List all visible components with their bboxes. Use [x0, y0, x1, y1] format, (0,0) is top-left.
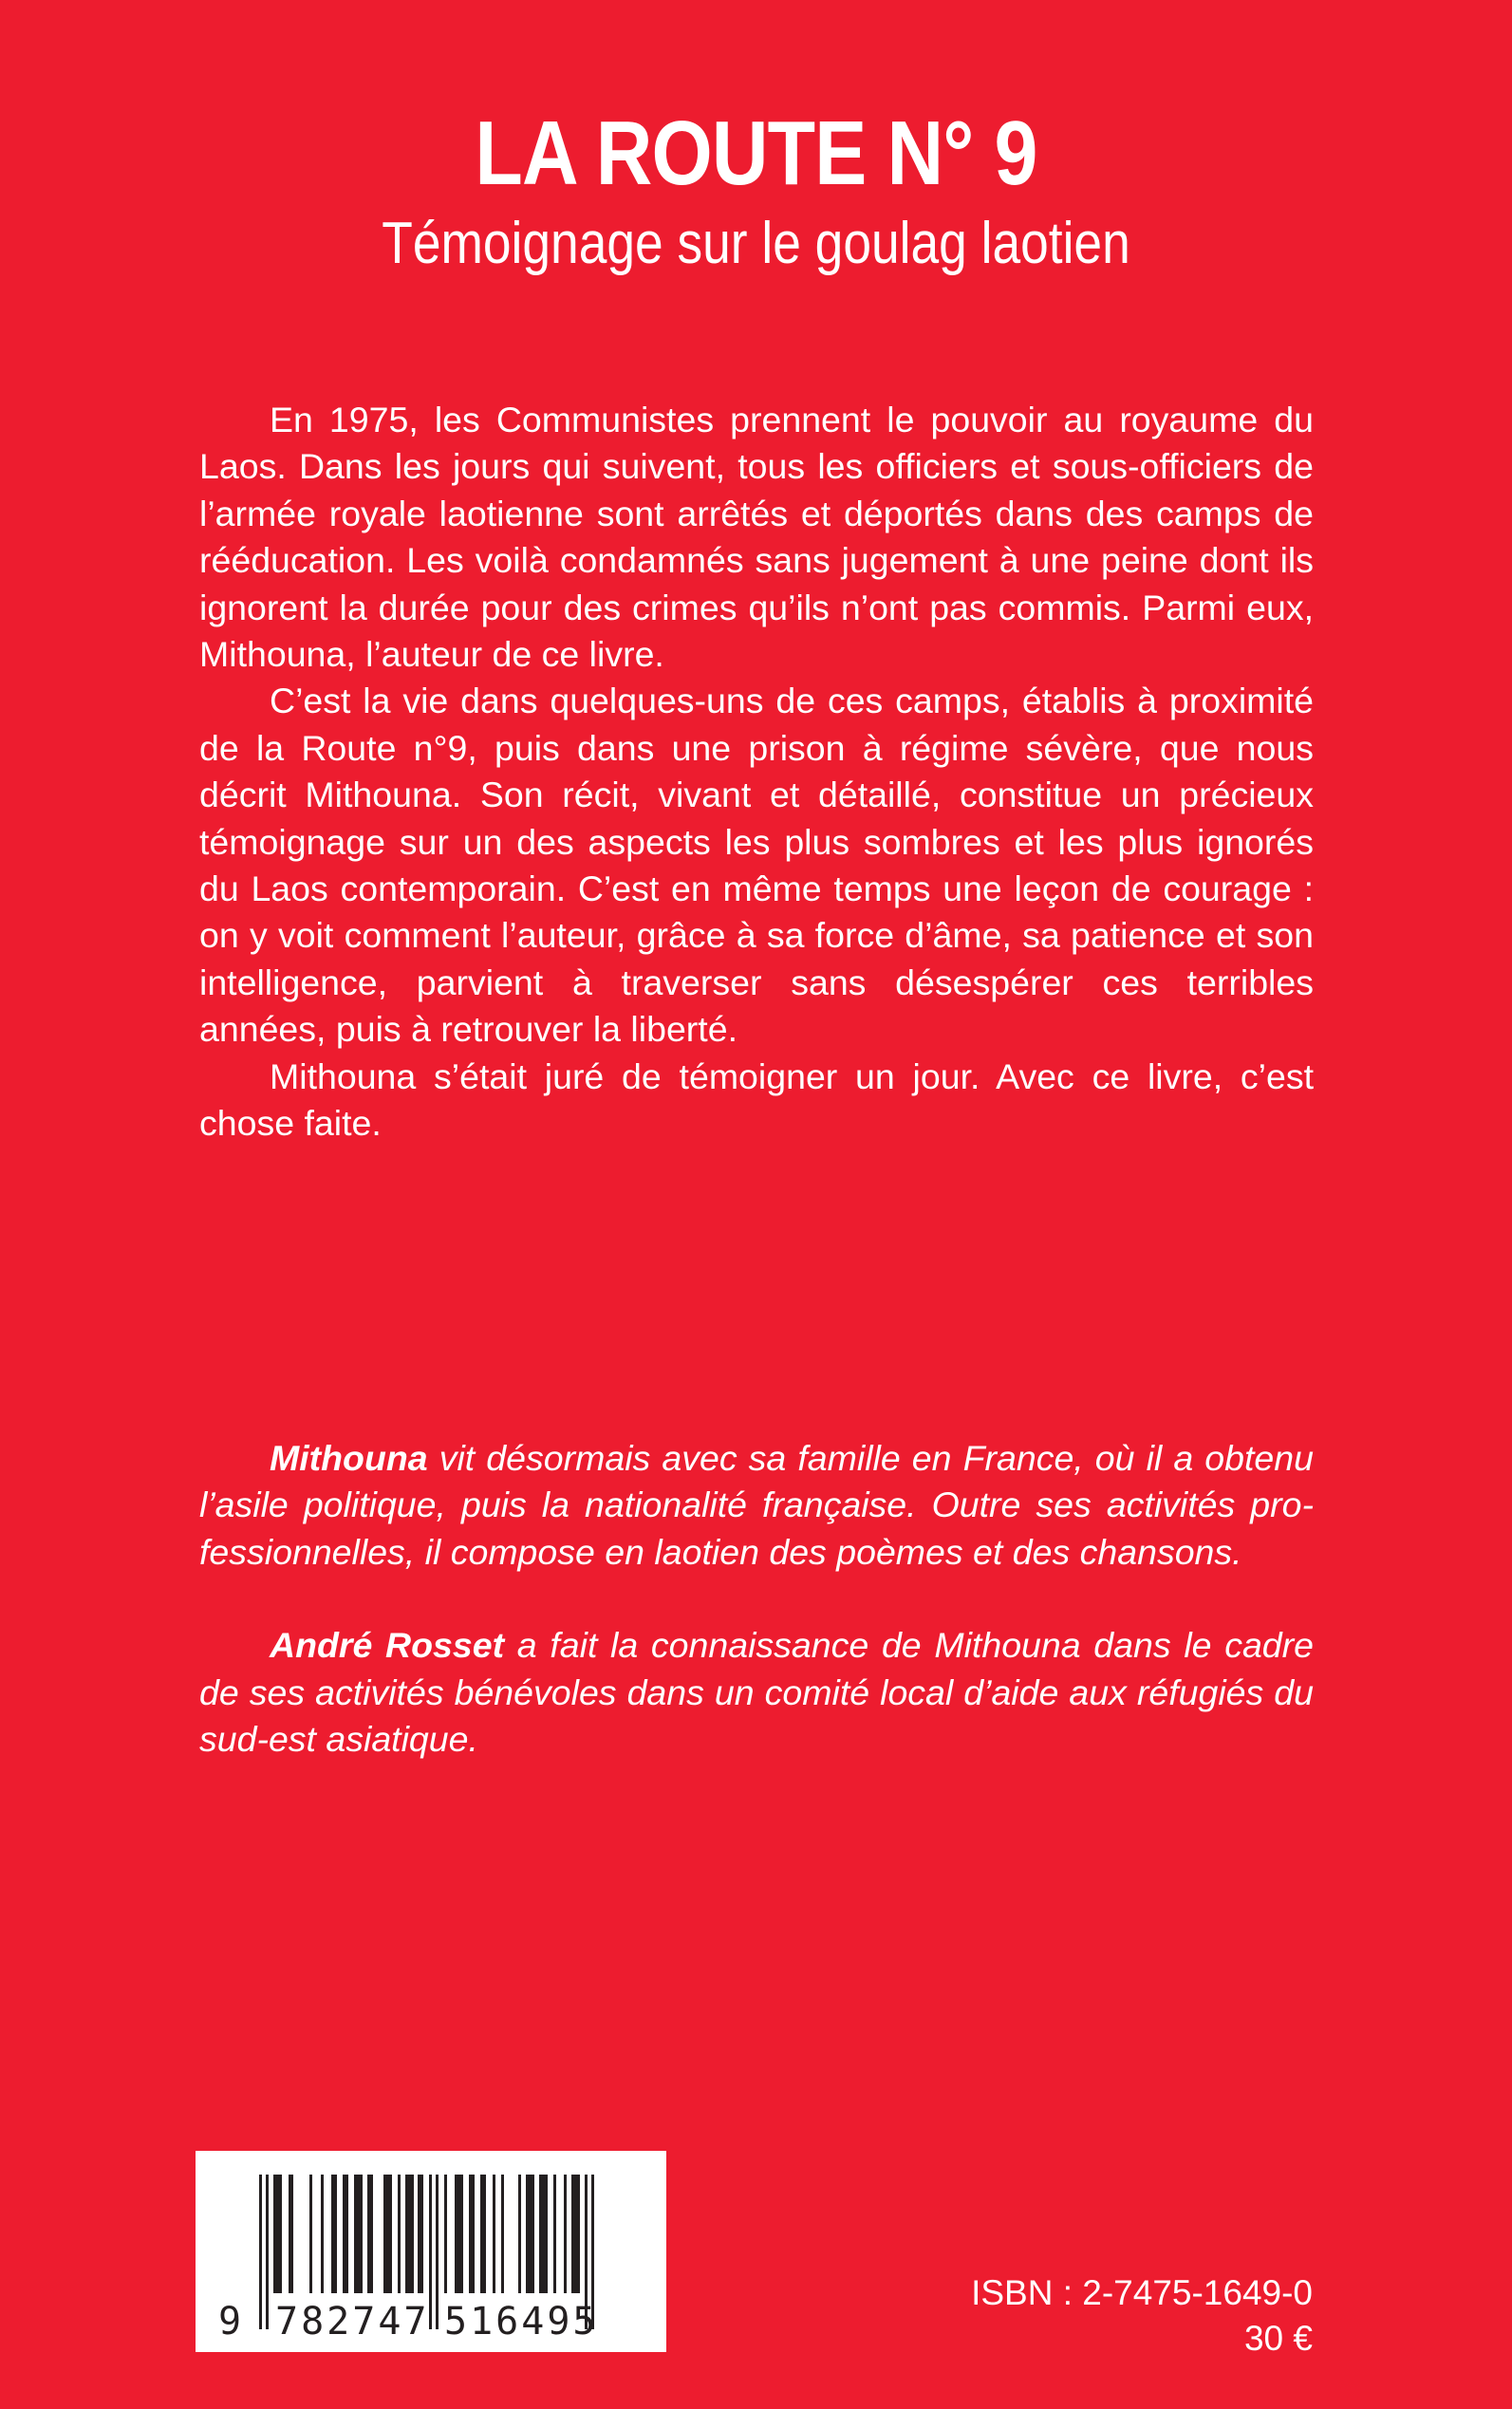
barcode-right-digits: 516495 — [444, 2300, 599, 2344]
author-name: Mithouna — [270, 1438, 428, 1478]
author-name: André Rosset — [270, 1625, 505, 1666]
summary-paragraph: En 1975, les Communistes prennent le pouvoir au royaume du Laos. Dans les jours qui suivent, tous les officiers et sous-officiers de l’armée royale laotienne sont arrêtés et déportés dans des camps de rééducation. Les voilà condamnés sans jugement à une peine dont ils ignorent la durée pour des crimes qu’ils n’ont pas commis. Parmi eux, Mithouna, l’auteur de ce livre. — [199, 400, 1314, 675]
summary-paragraph: Mithouna s’était juré de témoigner un jour. Avec ce livre, c’est chose faite. — [199, 1055, 1314, 1144]
barcode-first-digit: 9 — [218, 2300, 242, 2344]
barcode-left-digits: 782747 — [275, 2300, 430, 2344]
book-title: LA ROUTE N° 9 — [475, 103, 1037, 204]
book-subtitle: Témoignage sur le goulag laotien — [382, 211, 1130, 276]
author-bio-mithouna — [199, 1435, 1314, 1576]
price-label: 30 € — [1243, 2319, 1313, 2358]
summary-paragraph: C’est la vie dans quelques-uns de ces camps, établis à proximité de la Route n°9, puis dans une prison à régime sévère, que nous décrit Mithouna. Son récit, vivant et détaillé, constitue un précieux témoignage sur un des aspects les plus sombres et les plus ignorés du Laos contemporain. C’est en même temps une leçon de courage : on y voit comment l’auteur, grâce à sa force d’âme, sa patience et son intelligence, parvient à traverser sans désespérer ces terribles années, puis à retrouver la liberté. — [199, 681, 1314, 1050]
author-bio-text: a fait la connaissance de Mithouna dans le cadre de ses activités bénévoles dans un comité local d’aide aux réfugiés du sud-est asiatique. — [199, 1625, 1314, 1760]
author-bio-text: vit désormais avec sa famille en France, où il a obtenu l’asile politique, puis la nationalité française. Outre ses activités pro-fessionnelles, il compose en laotien des poèmes et des chansons. — [199, 1438, 1314, 1572]
isbn-label: ISBN : 2-7475-1649-0 — [971, 2273, 1313, 2312]
author-bio-rosset — [199, 1622, 1314, 1763]
summary-text — [199, 397, 1314, 1148]
barcode — [196, 2151, 666, 2352]
author-bios — [199, 1435, 1314, 1809]
